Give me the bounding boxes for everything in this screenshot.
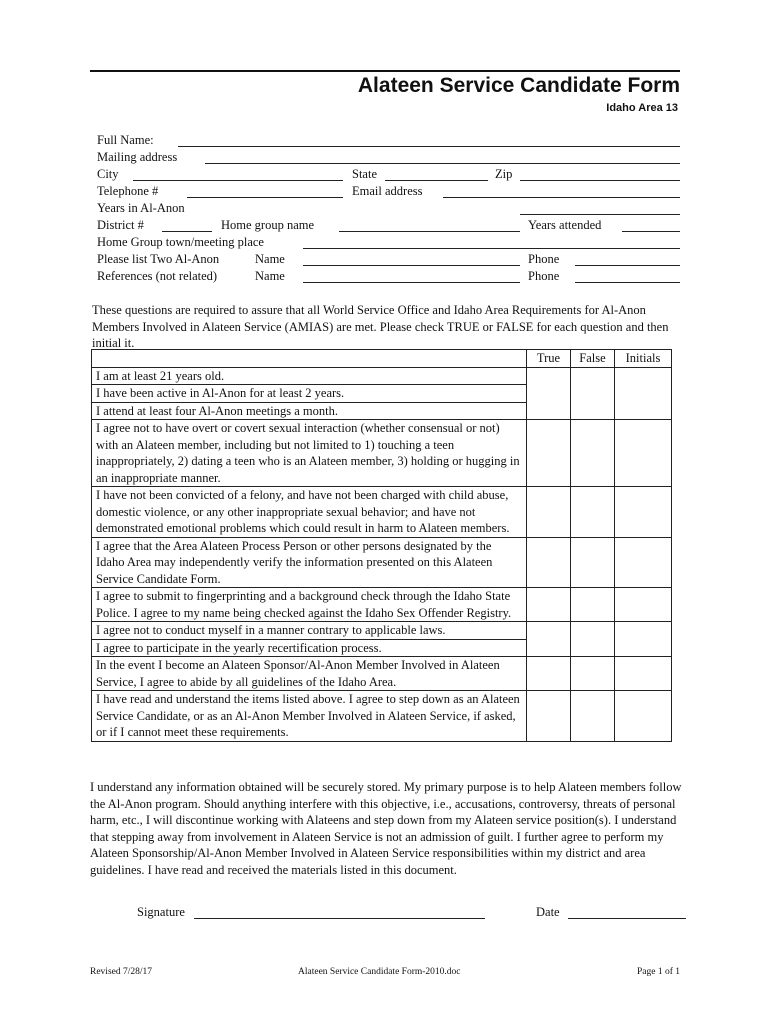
statement-cell [92,622,527,657]
closing-paragraph: I understand any information obtained will be securely stored. My primary purpose is to help Alateen members follow the Al-Anon program. Should anything interfere with this objective, i.e., accusations, controversy, threats of personal harm, etc., I will discontinue working with Alateens and step down from my Alateen service position(s). I understand that stepping away from involvement in Alateen Service is not an admission of guilt. I further agree to perform my Alateen Sponsorship/Al-Anon Member Involved in Alateen Service responsibilities within my district and area guidelines. I have read and received the materials listed in this document. [90,780,682,877]
false-checkbox-cell[interactable] [571,588,615,622]
false-checkbox-cell[interactable] [571,367,615,420]
statement-cell: I agree not to have overt or covert sexual interaction (whether consensual or not) with an Alateen member, including but not limited to 1) touching a teen inappropriately, 2) dating a teen who is an Alateen member, 3) holding or hugging in an inappropriate manner. [92,420,527,487]
true-checkbox-cell[interactable] [527,622,571,657]
footer-revised: Revised 7/28/17 [90,967,153,977]
true-checkbox-cell[interactable] [527,657,571,691]
years-attended-field[interactable] [622,231,680,232]
true-checkbox-cell[interactable] [527,420,571,487]
initials-cell[interactable] [615,691,672,742]
table-header-row [92,350,672,368]
false-checkbox-cell[interactable] [571,691,615,742]
statement-cell: I agree that the Area Alateen Process Person or other persons designated by the Idaho Area may independently verify the information presented on this Alateen Service Candidate Form. [92,537,527,588]
reference2-phone-label: Phone [528,269,560,283]
statement-header-cell [92,350,527,368]
years-in-alanon-field[interactable] [520,214,680,215]
years-attended-label: Years attended [528,218,602,232]
home-group-name-label: Home group name [221,218,315,232]
form-title: Alateen Service Candidate Form [357,74,680,97]
footer-filename: Alateen Service Candidate Form-2010.doc [298,967,461,977]
initials-column-header: Initials [615,350,672,368]
false-checkbox-cell[interactable] [571,657,615,691]
true-checkbox-cell[interactable] [527,367,571,420]
header-rule [90,70,680,72]
home-group-town-label: Home Group town/meeting place [97,235,264,249]
false-checkbox-cell[interactable] [571,622,615,657]
initials-cell[interactable] [615,657,672,691]
years-in-alanon-label: Years in Al-Anon [97,201,185,215]
true-checkbox-cell[interactable] [527,588,571,622]
statement-line: I attend at least four Al-Anon meetings a month. [92,402,526,420]
footer-page-number: Page 1 of 1 [636,967,680,977]
please-list-label: Please list Two Al-Anon [97,252,220,266]
initials-cell[interactable] [615,420,672,487]
statement-cell: I have read and understand the items listed above. I agree to step down as an Alateen Service Candidate, or as an Al-Anon Member Involved in Alateen Service, if asked, or if I cannot meet these requirements. [92,691,527,742]
full-name-field[interactable] [178,146,680,147]
home-group-town-field[interactable] [303,248,680,249]
false-checkbox-cell[interactable] [571,420,615,487]
zip-label: Zip [495,167,513,181]
city-field[interactable] [133,180,343,181]
false-column-header: False [571,350,615,368]
statement-cell: I agree to submit to fingerprinting and a background check through the Idaho State Police. I agree to my name being checked against the Idaho Sex Offender Registry. [92,588,527,622]
email-label: Email address [352,184,423,198]
statement-cell: In the event I become an Alateen Sponsor/Al-Anon Member Involved in Alateen Service, I agree to abide by all guidelines of the Idaho Area. [92,657,527,691]
false-checkbox-cell[interactable] [571,487,615,538]
telephone-field[interactable] [187,197,343,198]
mailing-address-label: Mailing address [97,150,178,164]
mailing-address-field[interactable] [205,163,680,164]
true-checkbox-cell[interactable] [527,487,571,538]
initials-cell[interactable] [615,367,672,420]
requirements-table [91,349,672,742]
email-field[interactable] [443,197,680,198]
full-name-label: Full Name: [97,133,154,147]
form-subtitle: Idaho Area 13 [606,102,678,114]
table-row [92,691,672,742]
date-field[interactable] [568,918,686,919]
initials-cell[interactable] [615,487,672,538]
true-checkbox-cell[interactable] [527,691,571,742]
intro-paragraph: These questions are required to assure that all World Service Office and Idaho Area Requirements for Al-Anon Members Involved in Alateen Service (AMIAS) are met. Please check TRUE or FALSE for each question and then initial it. [92,303,669,350]
table-row [92,537,672,588]
statement-cell: I have not been convicted of a felony, and have not been charged with child abuse, domestic violence, or any other inappropriate sexual behavior; and have not demonstrated emotional problems which could result in harm to Alateen members. [92,487,527,538]
reference2-name-field[interactable] [303,282,520,283]
table-row [92,487,672,538]
false-checkbox-cell[interactable] [571,537,615,588]
true-checkbox-cell[interactable] [527,537,571,588]
statement-line: I have been active in Al-Anon for at least 2 years. [92,384,526,402]
initials-cell[interactable] [615,537,672,588]
date-label: Date [536,905,560,919]
telephone-label: Telephone # [97,184,159,198]
reference2-name-label: Name [255,269,285,283]
reference1-name-field[interactable] [303,265,520,266]
references-label: References (not related) [97,269,218,283]
state-label: State [352,167,377,181]
table-row [92,622,672,657]
reference2-phone-field[interactable] [575,282,680,283]
statement-line: I am at least 21 years old. [96,368,225,383]
statement-cell [92,367,527,420]
city-label: City [97,167,119,181]
statement-line: I agree not to conduct myself in a manner contrary to applicable laws. [96,623,446,637]
state-field[interactable] [385,180,488,181]
initials-cell[interactable] [615,588,672,622]
initials-cell[interactable] [615,622,672,657]
table-row [92,420,672,487]
zip-field[interactable] [520,180,680,181]
true-column-header: True [527,350,571,368]
statement-line: I agree to participate in the yearly recertification process. [92,639,526,657]
table-row [92,588,672,622]
table-row [92,657,672,691]
signature-label: Signature [137,905,185,919]
district-field[interactable] [162,231,212,232]
table-row [92,367,672,420]
signature-field[interactable] [194,918,485,919]
district-label: District # [97,218,144,232]
reference1-name-label: Name [255,252,285,266]
home-group-name-field[interactable] [339,231,520,232]
reference1-phone-label: Phone [528,252,560,266]
reference1-phone-field[interactable] [575,265,680,266]
